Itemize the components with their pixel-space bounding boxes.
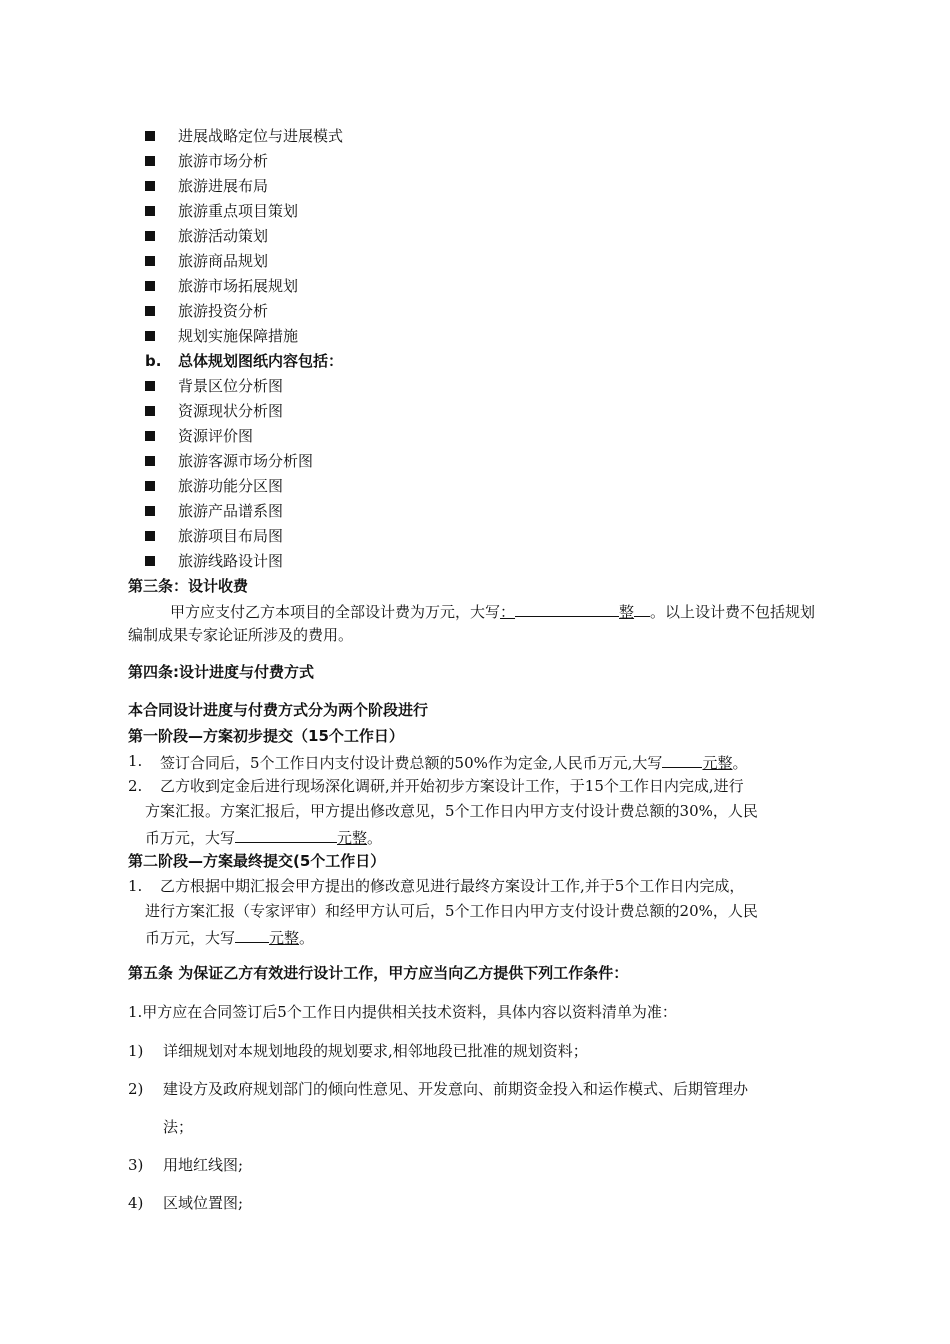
- stage-1-item-2-line-1: 乙方收到定金后进行现场深化调研,并开始初步方案设计工作，于15个工作日内完成,进行: [160, 777, 744, 795]
- square-bullet-icon: [145, 456, 155, 466]
- stage-1-item-1: [160, 751, 747, 773]
- stage-2-heading: 第二阶段—方案最终提交(5个工作日）: [128, 852, 386, 870]
- square-bullet-icon: [145, 406, 155, 416]
- list-item: 旅游功能分区图: [178, 477, 284, 495]
- square-bullet-icon: [145, 256, 155, 266]
- article-4-heading: 第四条:设计进度与付费方式: [128, 663, 314, 681]
- condition-item: 区域位置图;: [163, 1194, 244, 1212]
- stage-1-item-2-line-2: 方案汇报。方案汇报后，甲方提出修改意见，5个工作日内甲方支付设计费总额的30%，人民: [145, 802, 758, 820]
- square-bullet-icon: [145, 506, 155, 516]
- stage-2-item-1-text: 币万元，大写: [145, 929, 236, 947]
- amount-unit: 元整: [269, 929, 300, 947]
- list-item: 资源评价图: [178, 427, 254, 445]
- stage-1-item-1-text: 签订合同后，5个工作日内支付设计费总额的50%作为定金,人民币万元,大写: [160, 754, 663, 772]
- condition-item: 用地红线图;: [163, 1156, 244, 1174]
- list-item: 规划实施保障措施: [178, 327, 299, 345]
- list-item: 进展战略定位与进展模式: [178, 127, 344, 145]
- article-5-paragraph: 1.甲方应在合同签订后5个工作日内提供相关技术资料，具体内容以资料清单为准：: [128, 1003, 677, 1021]
- square-bullet-icon: [145, 156, 155, 166]
- list-item: 旅游商品规划: [178, 252, 269, 270]
- stage-2-item-1-num: 1.: [128, 877, 143, 895]
- condition-item: 详细规划对本规划地段的规划要求,相邻地段已批准的规划资料；: [163, 1042, 588, 1060]
- square-bullet-icon: [145, 206, 155, 216]
- stage-2-item-1-line-3: [145, 926, 314, 948]
- amount-unit: 元整: [337, 829, 368, 847]
- list-item: 旅游投资分析: [178, 302, 269, 320]
- list-item: 旅游产品谱系图: [178, 502, 284, 520]
- list-item: 旅游项目布局图: [178, 527, 284, 545]
- square-bullet-icon: [145, 331, 155, 341]
- condition-item: 建设方及政府规划部门的倾向性意见、开发意向、前期资金投入和运作模式、后期管理办: [163, 1080, 749, 1098]
- section-b-title: 总体规划图纸内容包括：: [178, 352, 344, 370]
- square-bullet-icon: [145, 481, 155, 491]
- square-bullet-icon: [145, 556, 155, 566]
- list-item: 旅游客源市场分析图: [178, 452, 314, 470]
- period: 。: [299, 929, 315, 947]
- article-3-paragraph-cont: 编制成果专家论证所涉及的费用。: [128, 626, 354, 644]
- fee-text: 甲方应支付乙方本项目的全部设计费为万元，大写: [170, 603, 501, 621]
- square-bullet-icon: [145, 281, 155, 291]
- stage-1-item-1-num: 1.: [128, 752, 143, 770]
- square-bullet-icon: [145, 381, 155, 391]
- condition-item-num: 4): [128, 1194, 144, 1212]
- condition-item-cont: 法；: [163, 1118, 194, 1136]
- section-b-marker: b.: [145, 352, 162, 370]
- fee-zheng: 整: [619, 603, 635, 621]
- stage-1-item-2-line-3: [145, 826, 382, 848]
- fee-colon: ：: [500, 603, 516, 621]
- period: 。: [367, 829, 383, 847]
- list-item: 旅游进展布局: [178, 177, 269, 195]
- period: 。: [732, 754, 748, 772]
- list-item: 旅游活动策划: [178, 227, 269, 245]
- list-item: 旅游市场拓展规划: [178, 277, 299, 295]
- square-bullet-icon: [145, 531, 155, 541]
- amount-blank: [235, 926, 269, 943]
- square-bullet-icon: [145, 306, 155, 316]
- stage-2-item-1-line-2: 进行方案汇报（专家评审）和经甲方认可后，5个工作日内甲方支付设计费总额的20%，人民: [145, 902, 758, 920]
- fee-text-end: 。以上设计费不包括规划: [650, 603, 816, 621]
- list-item: 资源现状分析图: [178, 402, 284, 420]
- list-item: 旅游市场分析: [178, 152, 269, 170]
- article-3-paragraph: [170, 600, 815, 622]
- list-item: 旅游线路设计图: [178, 552, 284, 570]
- square-bullet-icon: [145, 181, 155, 191]
- amount-blank: [662, 751, 702, 768]
- condition-item-num: 1): [128, 1042, 144, 1060]
- amount-blank: [235, 826, 337, 843]
- article-3-heading: 第三条：设计收费: [128, 577, 249, 595]
- condition-item-num: 3): [128, 1156, 144, 1174]
- fee-blank-tail: [634, 600, 650, 617]
- list-item: 背景区位分析图: [178, 377, 284, 395]
- condition-item-num: 2): [128, 1080, 144, 1098]
- stage-1-item-2-text: 币万元，大写: [145, 829, 236, 847]
- square-bullet-icon: [145, 431, 155, 441]
- fee-blank: [515, 600, 619, 617]
- stage-2-item-1-line-1: 乙方根据中期汇报会甲方提出的修改意见进行最终方案设计工作,并于5个工作日内完成，: [160, 877, 745, 895]
- amount-unit: 元整: [702, 754, 733, 772]
- article-5-heading: 第五条 为保证乙方有效进行设计工作，甲方应当向乙方提供下列工作条件：: [128, 964, 629, 982]
- square-bullet-icon: [145, 231, 155, 241]
- article-4-intro: 本合同设计进度与付费方式分为两个阶段进行: [128, 701, 429, 719]
- stage-1-heading: 第一阶段—方案初步提交（15个工作日）: [128, 727, 404, 745]
- stage-1-item-2-num: 2.: [128, 777, 143, 795]
- square-bullet-icon: [145, 131, 155, 141]
- list-item: 旅游重点项目策划: [178, 202, 299, 220]
